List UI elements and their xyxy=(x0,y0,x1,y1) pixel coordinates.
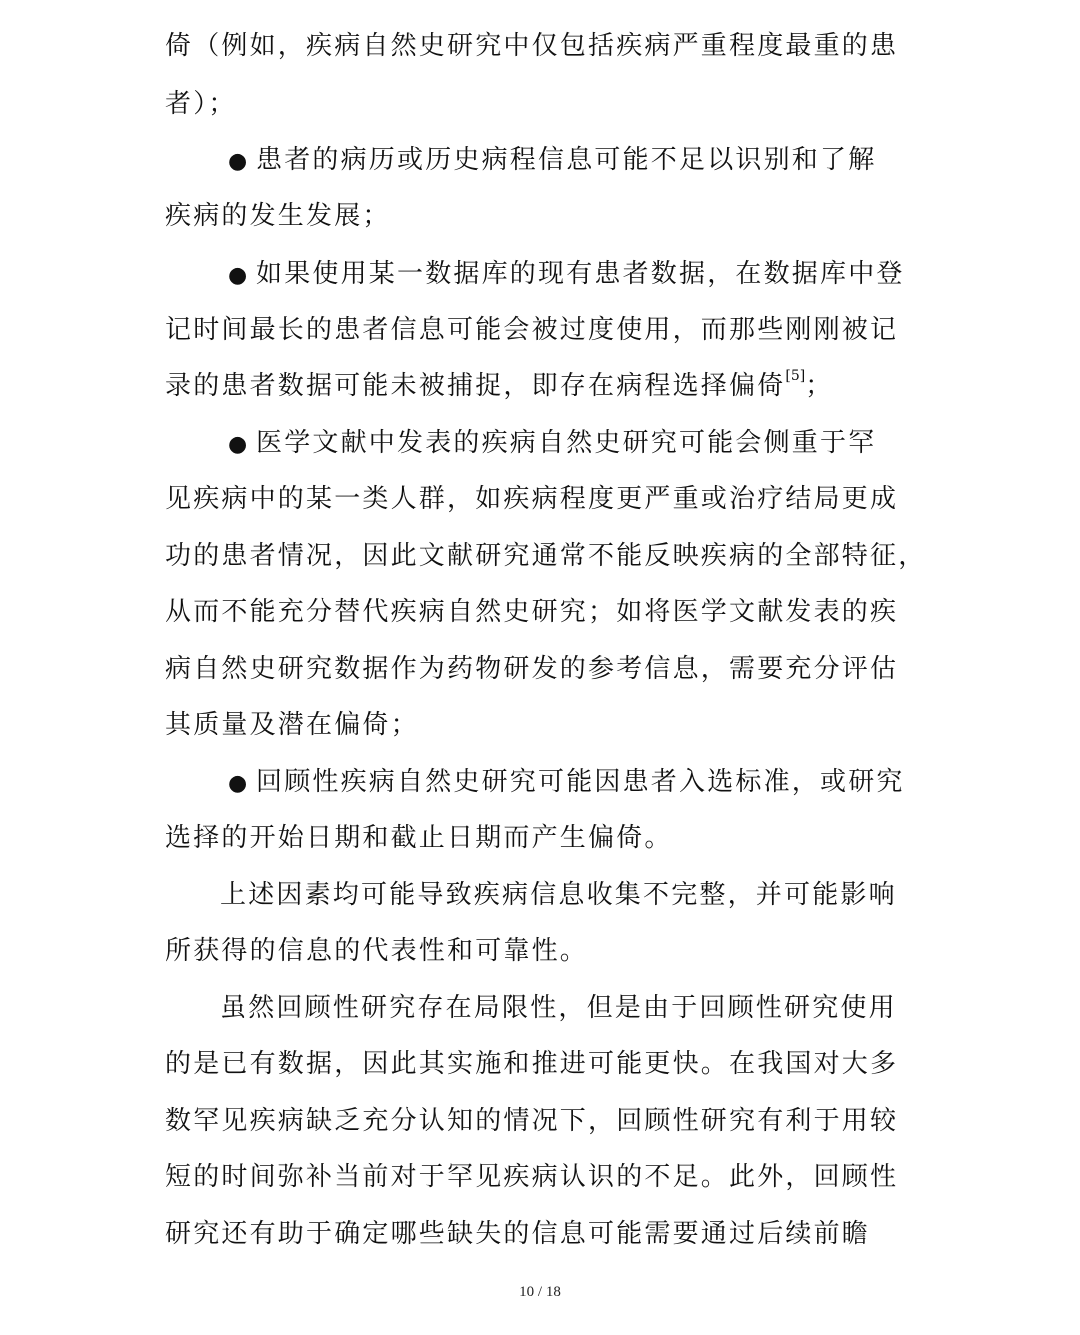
paragraph-first-line: 虽然回顾性研究存在局限性，但是由于回顾性研究使用 xyxy=(220,993,897,1023)
bullet-item: ● 如果使用某一数据库的现有患者数据，在数据库中登 xyxy=(228,256,988,292)
bullet-icon: ● xyxy=(228,432,248,457)
bullet-icon: ● xyxy=(228,263,248,288)
bullet-icon: ● xyxy=(228,771,248,796)
bullet-item: ● 患者的病历或历史病程信息可能不足以识别和了解 xyxy=(228,142,988,178)
text-line: 疾病的发生发展； xyxy=(165,201,391,231)
text-line: 的是已有数据，因此其实施和推进可能更快。在我国对大多 xyxy=(165,1049,899,1079)
text-line: 选择的开始日期和截止日期而产生偏倚。 xyxy=(165,823,673,853)
text-line: 见疾病中的某一类人群，如疾病程度更严重或治疗结局更成 xyxy=(165,484,899,514)
paragraph-first-line: 上述因素均可能导致疾病信息收集不完整，并可能影响 xyxy=(220,880,897,910)
text-line: 研究还有助于确定哪些缺失的信息可能需要通过后续前瞻 xyxy=(165,1219,871,1249)
bullet-icon: ● xyxy=(228,149,248,174)
text-line: 录的患者数据可能未被捕捉，即存在病程选择偏倚[5]； xyxy=(165,368,834,401)
text-line: 其质量及潜在偏倚； xyxy=(165,710,419,740)
bullet-item: ● 回顾性疾病自然史研究可能因患者入选标准，或研究 xyxy=(228,764,988,800)
text-line: 功的患者情况，因此文献研究通常不能反映疾病的全部特征， xyxy=(165,541,927,571)
page-number: 10 / 18 xyxy=(519,1284,561,1300)
text-line: 倚（例如，疾病自然史研究中仅包括疾病严重程度最重的患 xyxy=(165,31,899,61)
text-line: 短的时间弥补当前对于罕见疾病认识的不足。此外，回顾性 xyxy=(165,1162,899,1192)
text-line: 从而不能充分替代疾病自然史研究；如将医学文献发表的疾 xyxy=(165,597,899,627)
text-line: 者）； xyxy=(165,89,237,119)
text-line: 记时间最长的患者信息可能会被过度使用，而那些刚刚被记 xyxy=(165,315,899,345)
bullet-item: ● 医学文献中发表的疾病自然史研究可能会侧重于罕 xyxy=(228,425,988,461)
text-line: 病自然史研究数据作为药物研发的参考信息，需要充分评估 xyxy=(165,654,899,684)
citation: [5] xyxy=(785,368,806,385)
text-line: 所获得的信息的代表性和可靠性。 xyxy=(165,936,589,966)
text-line: 数罕见疾病缺乏充分认知的情况下，回顾性研究有利于用较 xyxy=(165,1106,899,1136)
